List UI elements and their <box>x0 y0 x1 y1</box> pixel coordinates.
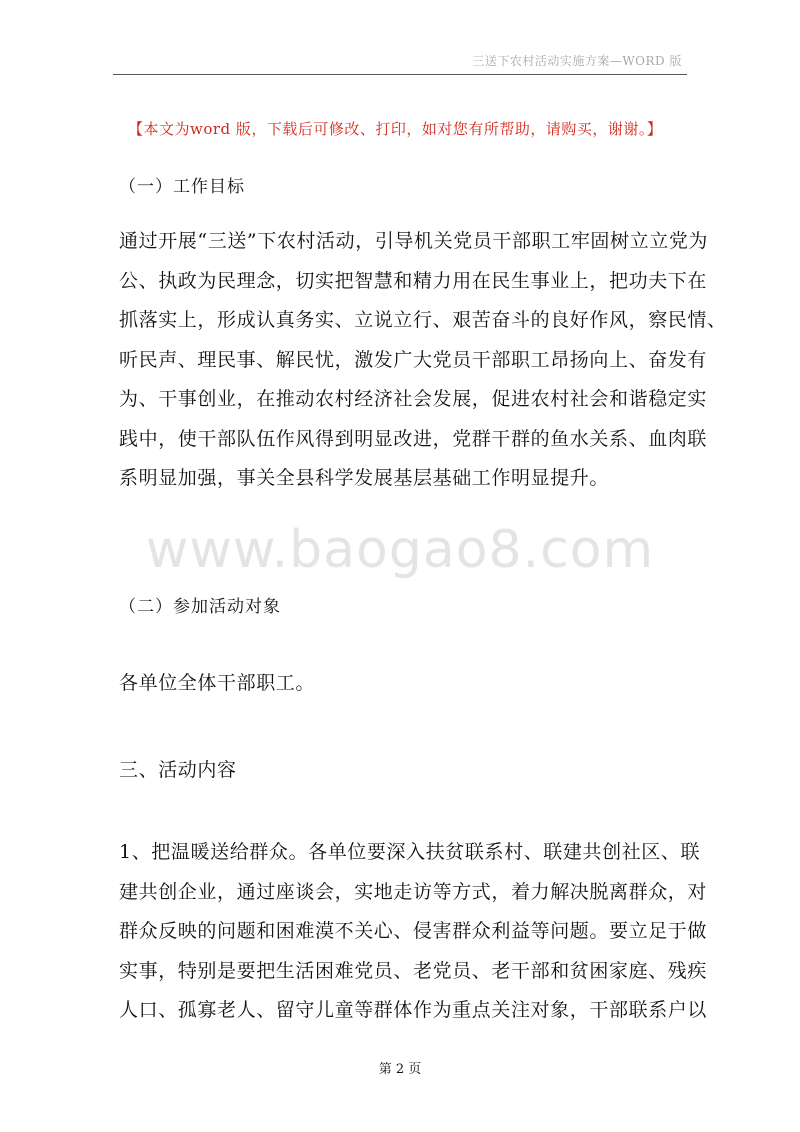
content-paragraph <box>119 833 708 1031</box>
paragraph-line: 抓落实上，形成认真务实、立说立行、艰苦奋斗的良好作风，察民情、 <box>119 309 727 331</box>
paragraph-line: 通过开展“三送”下农村活动，引导机关党员干部职工牢固树立立党为 <box>119 230 709 252</box>
paragraph-line: 系明显加强，事关全县科学发展基层基础工作明显提升。 <box>119 467 610 489</box>
watermark: www.baogao8.com <box>145 520 655 580</box>
paragraph-line: 公、执政为民理念，切实把智慧和精力用在民生事业上，把功夫下在 <box>119 269 708 292</box>
section-heading-goal: （一）工作目标 <box>119 177 245 197</box>
page-header-title: 三送下农村活动实施方案—WORD 版 <box>472 54 682 68</box>
participants-paragraph <box>119 664 689 704</box>
paragraph-line: 三、活动内容 <box>119 759 237 781</box>
paragraph-line: 践中，使干部队伍作风得到明显改进，党群干群的鱼水关系、血肉联 <box>119 427 708 450</box>
paragraph-line: 实事，特别是要把生活困难党员、老党员、老干部和贫困家庭、残疾 <box>119 959 708 982</box>
section-heading-participants: （二）参加活动对象 <box>119 597 281 617</box>
page-number: 第 2 页 <box>378 1062 422 1077</box>
goal-paragraph <box>119 222 727 499</box>
paragraph-line: 群众反映的问题和困难漠不关心、侵害群众利益等问题。要立足于做 <box>119 920 708 942</box>
paragraph-line: 建共创企业，通过座谈会，实地走访等方式，着力解决脱离群众，对 <box>119 880 708 903</box>
paragraph-line: 1、把温暖送给群众。各单位要深入扶贫联系村、联建共创社区、联 <box>119 841 701 863</box>
paragraph-line: 听民声、理民事、解民忧，激发广大党员干部职工昂扬向上、奋发有 <box>119 348 708 371</box>
paragraph-line: 为、干事创业，在推动农村经济社会发展，促进农村社会和谐稳定实 <box>119 388 708 410</box>
paragraph-line: 人口、孤寡老人、留守儿童等群体作为重点关注对象，干部联系户以 <box>119 999 708 1021</box>
section-heading-content <box>119 751 689 791</box>
purchase-notice: 【本文为word 版，下载后可修改、打印，如对您有所帮助，请购买，谢谢。】 <box>128 120 663 138</box>
header-rule <box>113 74 687 75</box>
paragraph-line: 各单位全体干部职工。 <box>119 672 316 694</box>
